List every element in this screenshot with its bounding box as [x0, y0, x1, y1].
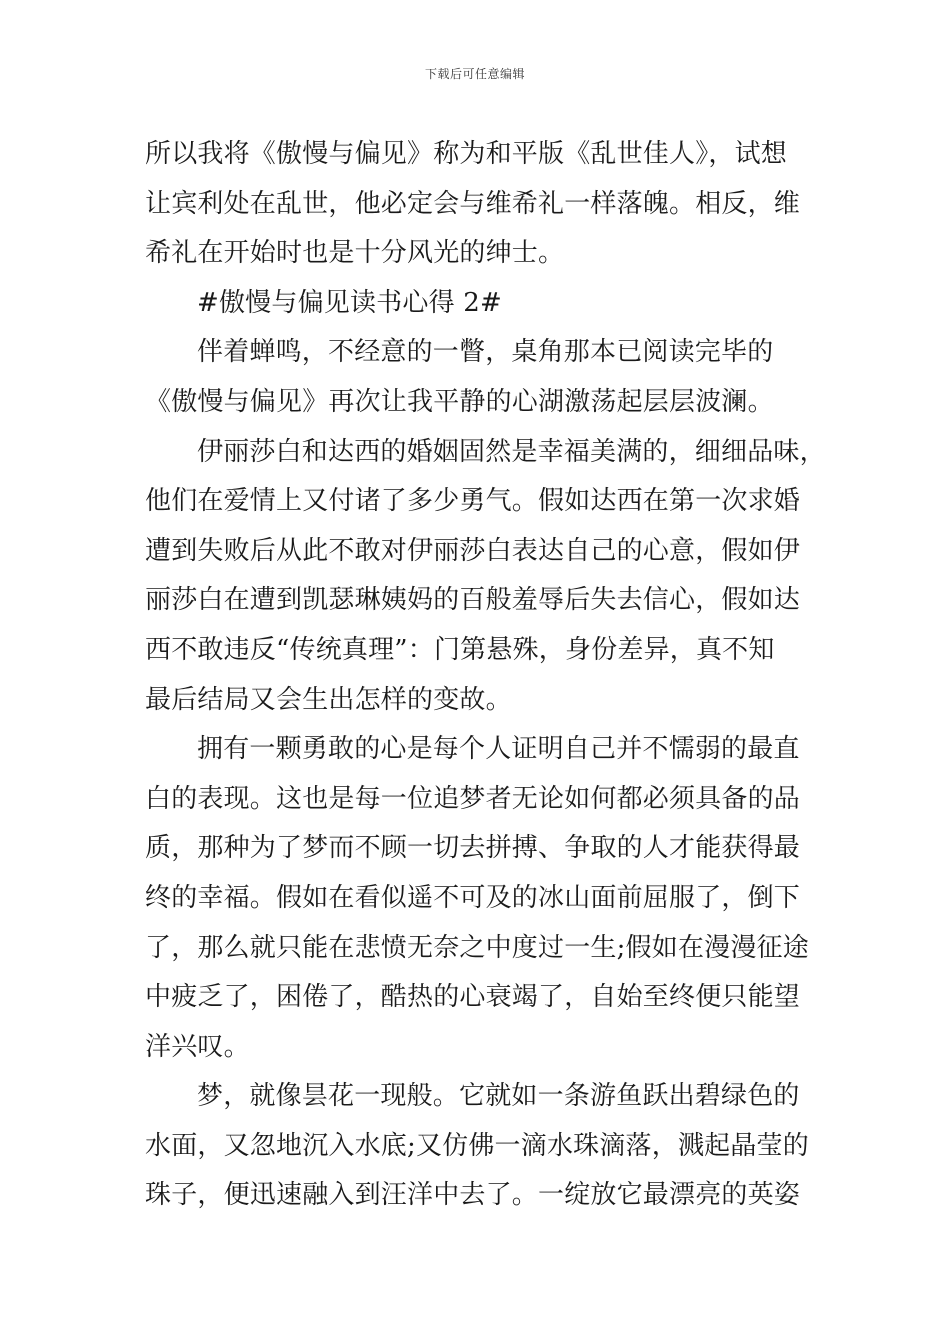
- text-line: 水面，又忽地沉入水底;又仿佛一滴水珠滴落，溅起晶莹的: [145, 1130, 809, 1161]
- text-line: 《傲慢与偏见》再次让我平静的心湖激荡起层层波澜。: [145, 386, 774, 417]
- page-header: 下载后可任意编辑: [424, 67, 525, 81]
- text-line: 伊丽莎白和达西的婚姻固然是幸福美满的，细细品味，: [197, 436, 826, 467]
- text-line: 最后结局又会生出怎样的变故。: [145, 684, 512, 715]
- text-line: 珠子，便迅速融入到汪洋中去了。一绽放它最漂亮的英姿: [145, 1180, 801, 1211]
- text-line: 了，那么就只能在悲愤无奈之中度过一生;假如在漫漫征途: [145, 932, 809, 963]
- section-heading: #傲慢与偏见读书心得 2#: [197, 287, 502, 318]
- text-line: 拥有一颗勇敢的心是每个人证明自己并不懦弱的最直: [197, 734, 800, 765]
- text-line: 丽莎白在遭到凯瑟琳姨妈的百般羞辱后失去信心，假如达: [145, 585, 801, 616]
- text-line: 伴着蝉鸣，不经意的一瞥，桌角那本已阅读完毕的: [197, 337, 774, 368]
- text-line: 中疲乏了，困倦了，酷热的心衰竭了，自始至终便只能望: [145, 982, 801, 1013]
- text-line: 终的幸福。假如在看似遥不可及的冰山面前屈服了，倒下: [145, 882, 801, 913]
- text-line: 希礼在开始时也是十分风光的绅士。: [145, 238, 565, 269]
- text-line: 西不敢违反“传统真理”：门第悬殊，身份差异，真不知: [145, 634, 775, 665]
- text-line: 质，那种为了梦而不顾一切去拼搏、争取的人才能获得最: [145, 833, 801, 864]
- text-line: 所以我将《傲慢与偏见》称为和平版《乱世佳人》，试想: [145, 139, 788, 169]
- text-line: 白的表现。这也是每一位追梦者无论如何都必须具备的品: [145, 783, 801, 814]
- text-line: 他们在爱情上又付诸了多少勇气。假如达西在第一次求婚: [145, 486, 801, 517]
- text-line: 梦，就像昙花一现般。它就如一条游鱼跃出碧绿色的: [197, 1081, 800, 1112]
- text-line: 洋兴叹。: [145, 1031, 250, 1062]
- text-line: 遭到失败后从此不敢对伊丽莎白表达自己的心意，假如伊: [145, 535, 801, 566]
- text-line: 让宾利处在乱世，他必定会与维希礼一样落魄。相反，维: [145, 188, 801, 219]
- document-body: [145, 130, 835, 1221]
